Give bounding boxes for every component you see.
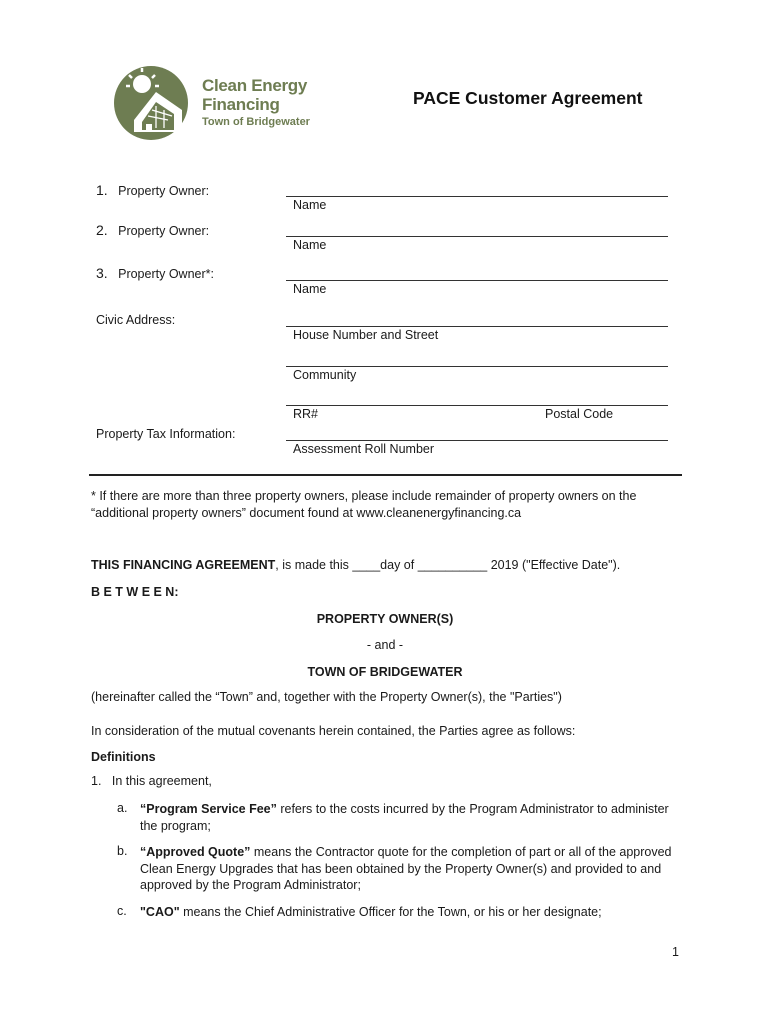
owner-2-label [96, 222, 209, 238]
owner-1-label-text: Property Owner: [118, 184, 210, 198]
definitions-heading: Definitions [91, 750, 156, 764]
logo-text-line2: Financing [202, 95, 280, 114]
community-field[interactable] [286, 366, 668, 367]
hereinafter-text: (hereinafter called the “Town” and, together with the Property Owner(s), the "Parties") [91, 690, 562, 704]
owner-2-label-text: Property Owner: [118, 224, 210, 238]
definition-b-term: “Approved Quote” [140, 845, 251, 859]
civic-address-label: Civic Address: [96, 313, 176, 327]
owner-3-caption: Name [293, 282, 327, 296]
consideration-text: In consideration of the mutual covenants herein contained, the Parties agree as follows: [91, 724, 576, 738]
page-title: PACE Customer Agreement [413, 88, 643, 108]
definition-c-line1: means the Chief Administrative Officer for the Town, or his or her designate; [179, 905, 602, 919]
section-divider [89, 474, 682, 476]
definition-a [140, 801, 685, 834]
community-caption: Community [293, 368, 357, 382]
page-number: 1 [672, 945, 679, 959]
agreement-lead [91, 558, 620, 572]
logo-text-line1: Clean Energy [202, 76, 308, 95]
definition-a-line2: the program; [140, 818, 211, 833]
owner-3-label [96, 265, 214, 281]
definition-c [140, 904, 685, 921]
agreement-lead-rest: , is made this ____day of __________ 2019 ("Effective Date"). [275, 558, 621, 572]
owner-2-name-field[interactable] [286, 236, 668, 237]
footnote-line1: * If there are more than three property owners, please include remainder of property owners on the [91, 489, 637, 503]
between-heading: B E T W E E N: [91, 585, 179, 599]
assessment-roll-caption: Assessment Roll Number [293, 442, 435, 456]
definition-b-line2: Clean Energy Upgrades that has been obtained by the Property Owner(s) and provided to and [140, 861, 662, 876]
definition-b [140, 844, 685, 894]
definition-b-letter: b. [117, 844, 128, 858]
owner-1-label [96, 182, 209, 198]
party-town: TOWN OF BRIDGEWATER [307, 665, 463, 679]
and-separator: - and - [366, 638, 404, 652]
owner-3-label-text: Property Owner*: [118, 267, 214, 281]
street-field[interactable] [286, 326, 668, 327]
owner-2-caption: Name [293, 238, 327, 252]
definition-a-line1: refers to the costs incurred by the Program Administrator to administer [276, 802, 669, 816]
postal-code-caption: Postal Code [545, 407, 614, 421]
assessment-roll-field[interactable] [286, 440, 668, 441]
definition-c-letter: c. [117, 904, 127, 918]
definition-a-term: “Program Service Fee” [140, 802, 277, 816]
footnote [91, 488, 691, 522]
definition-b-line3: approved by the Program Administrator; [140, 878, 361, 892]
party-property-owners: PROPERTY OWNER(S) [316, 612, 454, 626]
owner-2-number: 2. [96, 222, 108, 238]
definition-c-term: "CAO" [140, 905, 180, 919]
logo [112, 62, 192, 144]
footnote-line2: “additional property owners” document found at www.cleanenergyfinancing.ca [91, 506, 522, 520]
owner-1-number: 1. [96, 182, 108, 198]
agreement-lead-bold: THIS FINANCING AGREEMENT [91, 558, 276, 572]
definition-b-line1: means the Contractor quote for the completion of part or all of the approved [250, 845, 672, 859]
rr-caption: RR# [293, 407, 319, 421]
logo-emblem-icon [112, 62, 192, 144]
definitions-item-1: 1. In this agreement, [91, 774, 212, 788]
property-tax-label: Property Tax Information: [96, 427, 236, 441]
street-caption: House Number and Street [293, 328, 439, 342]
definition-a-letter: a. [117, 801, 128, 815]
owner-3-name-field[interactable] [286, 280, 668, 281]
logo-text-line3: Town of Bridgewater [202, 116, 310, 128]
rr-postal-field[interactable] [286, 405, 668, 406]
owner-1-caption: Name [293, 198, 327, 212]
owner-3-number: 3. [96, 265, 108, 281]
owner-1-name-field[interactable] [286, 196, 668, 197]
